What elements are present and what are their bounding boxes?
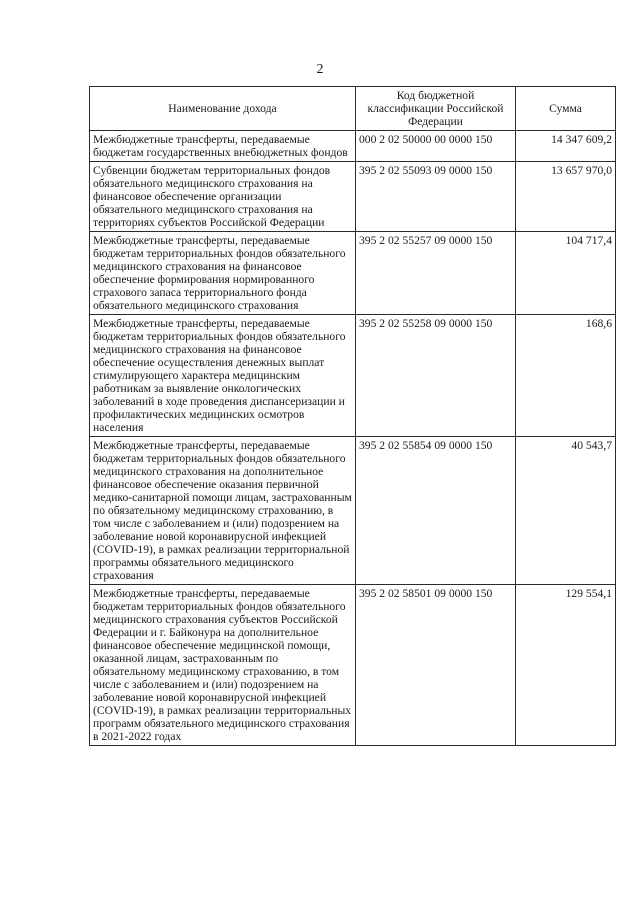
- income-name-cell: Субвенции бюджетам территориальных фондов обязательного медицинского страхования на финансовое обеспечение организации обязательного медицинского страхования на территориях субъектов Российской Федерации: [90, 162, 356, 232]
- budget-code-cell: 395 2 02 55093 09 0000 150: [356, 162, 516, 232]
- income-name-cell: Межбюджетные трансферты, передаваемые бюджетам территориальных фондов обязательного медицинского страхования на финансовое обеспечение формирования нормированного страхового запаса территориального фонда обязательного медицинского страхования: [90, 232, 356, 315]
- income-name-cell: Межбюджетные трансферты, передаваемые бюджетам территориальных фондов обязательного медицинского страхования на финансовое обеспечение осуществления денежных выплат стимулирующего характера медицинским работникам за выявление онкологических заболеваний в ходе проведения диспансеризации и профилактических медицинских осмотров населения: [90, 315, 356, 437]
- page-number: 2: [316, 62, 324, 77]
- table-row: [90, 162, 616, 232]
- budget-code-cell: 395 2 02 55258 09 0000 150: [356, 315, 516, 437]
- table-row: [90, 315, 616, 437]
- sum-cell: 129 554,1: [516, 585, 616, 746]
- header-sum: Сумма: [516, 87, 616, 131]
- budget-code-cell: 395 2 02 55257 09 0000 150: [356, 232, 516, 315]
- income-name-cell: Межбюджетные трансферты, передаваемые бюджетам государственных внебюджетных фондов: [90, 131, 356, 162]
- budget-code-cell: 000 2 02 50000 00 0000 150: [356, 131, 516, 162]
- sum-cell: 14 347 609,2: [516, 131, 616, 162]
- budget-code-cell: 395 2 02 58501 09 0000 150: [356, 585, 516, 746]
- table-row: [90, 232, 616, 315]
- header-income-name: Наименование дохода: [90, 87, 356, 131]
- table-row: [90, 131, 616, 162]
- table-row: [90, 585, 616, 746]
- income-name-cell: Межбюджетные трансферты, передаваемые бюджетам территориальных фондов обязательного медицинского страхования субъектов Российской Федерации и г. Байконура на дополнительное финансовое обеспечение медицинской помощи, оказанной лицам, застрахованным по обязательному медицинскому страхованию, в том числе с заболеванием и (или) подозрением на заболевание новой коронавирусной инфекцией (COVID-19), в рамках реализации территориальных программ обязательного медицинского страхования в 2021-2022 годах: [90, 585, 356, 746]
- sum-cell: 13 657 970,0: [516, 162, 616, 232]
- income-name-cell: Межбюджетные трансферты, передаваемые бюджетам территориальных фондов обязательного медицинского страхования на дополнительное финансовое обеспечение оказания первичной медико-санитарной помощи лицам, застрахованным по обязательному медицинскому страхованию, в том числе с заболеванием и (или) подозрением на заболевание новой коронавирусной инфекцией (COVID-19), в рамках реализации территориальной программы обязательного медицинского страхования: [90, 437, 356, 585]
- budget-code-cell: 395 2 02 55854 09 0000 150: [356, 437, 516, 585]
- header-budget-code: Код бюджетной классификации Российской Федерации: [356, 87, 516, 131]
- sum-cell: 40 543,7: [516, 437, 616, 585]
- table-header-row: [90, 87, 616, 131]
- sum-cell: 168,6: [516, 315, 616, 437]
- income-table: [89, 86, 616, 746]
- sum-cell: 104 717,4: [516, 232, 616, 315]
- table-row: [90, 437, 616, 585]
